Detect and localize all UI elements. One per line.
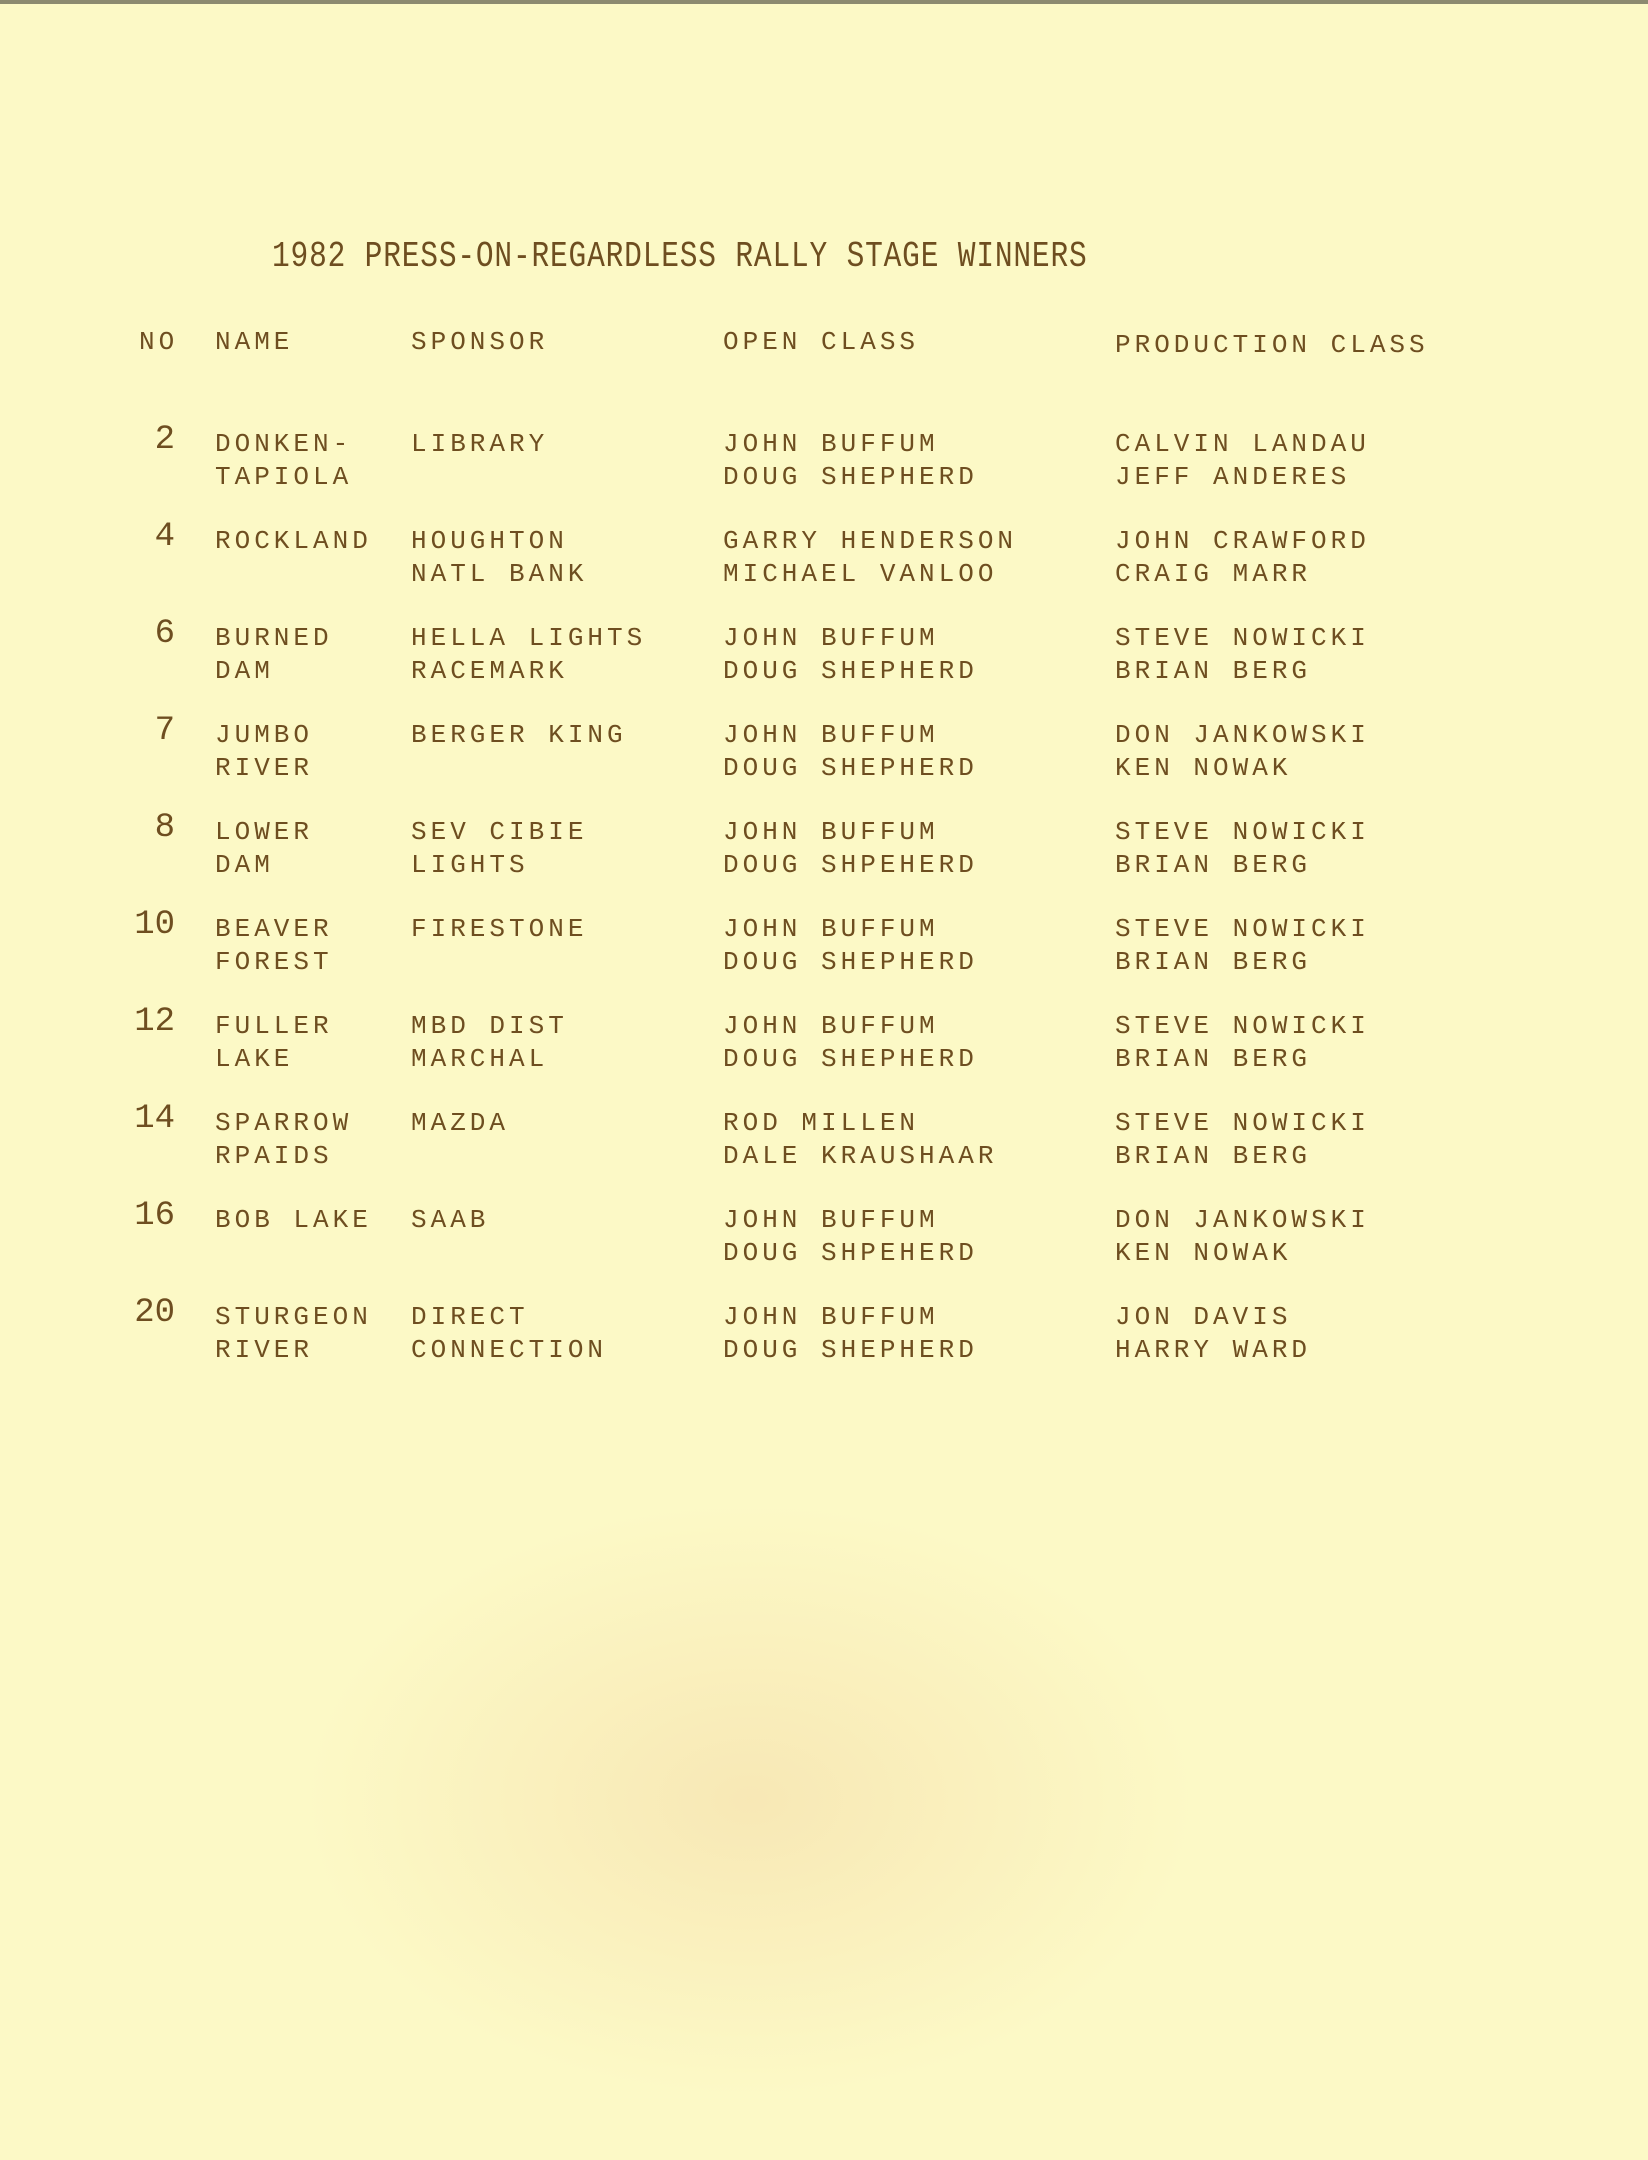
sponsor-cell: SAAB (411, 1205, 490, 1235)
name-cell: RPAIDS (215, 1141, 333, 1171)
production-cell: STEVE NOWICKI (1115, 623, 1370, 653)
paper-stain (300, 1500, 1200, 2100)
production-cell: STEVE NOWICKI (1115, 914, 1370, 944)
stage-number: 6 (154, 615, 175, 653)
sponsor-cell: DIRECT (411, 1302, 529, 1332)
open-cell: DOUG SHEPHERD (723, 1044, 978, 1074)
header-no: NO (139, 327, 179, 357)
open-cell: DALE KRAUSHAAR (723, 1141, 998, 1171)
production-cell: JON DAVIS (1115, 1302, 1292, 1332)
open-cell: JOHN BUFFUM (723, 1302, 939, 1332)
production-cell: STEVE NOWICKI (1115, 1108, 1370, 1138)
open-cell: JOHN BUFFUM (723, 1205, 939, 1235)
sponsor-cell: HELLA LIGHTS (411, 623, 647, 653)
name-cell: SPARROW (215, 1108, 353, 1138)
name-cell: BEAVER (215, 914, 333, 944)
open-cell: JOHN BUFFUM (723, 623, 939, 653)
name-cell: DAM (215, 656, 274, 686)
production-cell: DON JANKOWSKI (1115, 720, 1370, 750)
stage-number: 12 (134, 1003, 175, 1041)
open-cell: MICHAEL VANLOO (723, 559, 998, 589)
open-cell: JOHN BUFFUM (723, 914, 939, 944)
sponsor-cell: LIGHTS (411, 850, 529, 880)
stage-number: 20 (134, 1294, 175, 1332)
open-cell: DOUG SHEPHERD (723, 753, 978, 783)
name-cell: ROCKLAND (215, 526, 372, 556)
name-cell: TAPIOLA (215, 462, 353, 492)
sponsor-cell: CONNECTION (411, 1335, 608, 1365)
name-cell: BURNED (215, 623, 333, 653)
production-cell: BRIAN BERG (1115, 947, 1312, 977)
sponsor-cell: LIBRARY (411, 429, 549, 459)
open-cell: DOUG SHEPHERD (723, 462, 978, 492)
production-cell: JEFF ANDERES (1115, 462, 1351, 492)
name-cell: LOWER (215, 817, 314, 847)
name-cell: DAM (215, 850, 274, 880)
production-cell: CALVIN LANDAU (1115, 429, 1370, 459)
stage-number: 16 (134, 1197, 175, 1235)
header-name: NAME (215, 327, 294, 357)
open-cell: DOUG SHEPHERD (723, 947, 978, 977)
sponsor-cell: MAZDA (411, 1108, 510, 1138)
sponsor-cell: FIRESTONE (411, 914, 588, 944)
stage-number: 7 (154, 712, 175, 750)
name-cell: FULLER (215, 1011, 333, 1041)
sponsor-cell: RACEMARK (411, 656, 568, 686)
open-cell: JOHN BUFFUM (723, 429, 939, 459)
sponsor-cell: BERGER KING (411, 720, 627, 750)
open-cell: JOHN BUFFUM (723, 817, 939, 847)
production-cell: JOHN CRAWFORD (1115, 526, 1370, 556)
production-cell: BRIAN BERG (1115, 850, 1312, 880)
open-cell: DOUG SHEPHERD (723, 656, 978, 686)
open-cell: JOHN BUFFUM (723, 1011, 939, 1041)
open-cell: JOHN BUFFUM (723, 720, 939, 750)
production-cell: KEN NOWAK (1115, 753, 1292, 783)
production-cell: BRIAN BERG (1115, 1044, 1312, 1074)
stage-number: 8 (154, 809, 175, 847)
sponsor-cell: MARCHAL (411, 1044, 549, 1074)
production-cell: KEN NOWAK (1115, 1238, 1292, 1268)
production-cell: BRIAN BERG (1115, 656, 1312, 686)
name-cell: RIVER (215, 753, 314, 783)
open-cell: GARRY HENDERSON (723, 526, 1018, 556)
name-cell: FOREST (215, 947, 333, 977)
production-cell: DON JANKOWSKI (1115, 1205, 1370, 1235)
stage-number: 4 (154, 518, 175, 556)
production-cell: HARRY WARD (1115, 1335, 1312, 1365)
header-production-class: PRODUCTION CLASS (1115, 330, 1429, 360)
sponsor-cell: MBD DIST (411, 1011, 568, 1041)
header-open-class: OPEN CLASS (723, 327, 920, 357)
header-sponsor: SPONSOR (411, 327, 549, 357)
stage-number: 2 (154, 421, 175, 459)
stage-number: 14 (134, 1100, 175, 1138)
name-cell: BOB LAKE (215, 1205, 372, 1235)
page-edge (0, 0, 1648, 4)
page-title: 1982 PRESS-ON-REGARDLESS RALLY STAGE WINNERS (272, 236, 1088, 277)
production-cell: CRAIG MARR (1115, 559, 1312, 589)
sponsor-cell: SEV CIBIE (411, 817, 588, 847)
sponsor-cell: NATL BANK (411, 559, 588, 589)
name-cell: RIVER (215, 1335, 314, 1365)
name-cell: LAKE (215, 1044, 294, 1074)
open-cell: ROD MILLEN (723, 1108, 920, 1138)
name-cell: JUMBO (215, 720, 314, 750)
production-cell: STEVE NOWICKI (1115, 1011, 1370, 1041)
stage-number: 10 (134, 906, 175, 944)
open-cell: DOUG SHPEHERD (723, 1238, 978, 1268)
open-cell: DOUG SHEPHERD (723, 1335, 978, 1365)
name-cell: DONKEN- (215, 429, 353, 459)
sponsor-cell: HOUGHTON (411, 526, 568, 556)
production-cell: STEVE NOWICKI (1115, 817, 1370, 847)
open-cell: DOUG SHPEHERD (723, 850, 978, 880)
production-cell: BRIAN BERG (1115, 1141, 1312, 1171)
name-cell: STURGEON (215, 1302, 372, 1332)
